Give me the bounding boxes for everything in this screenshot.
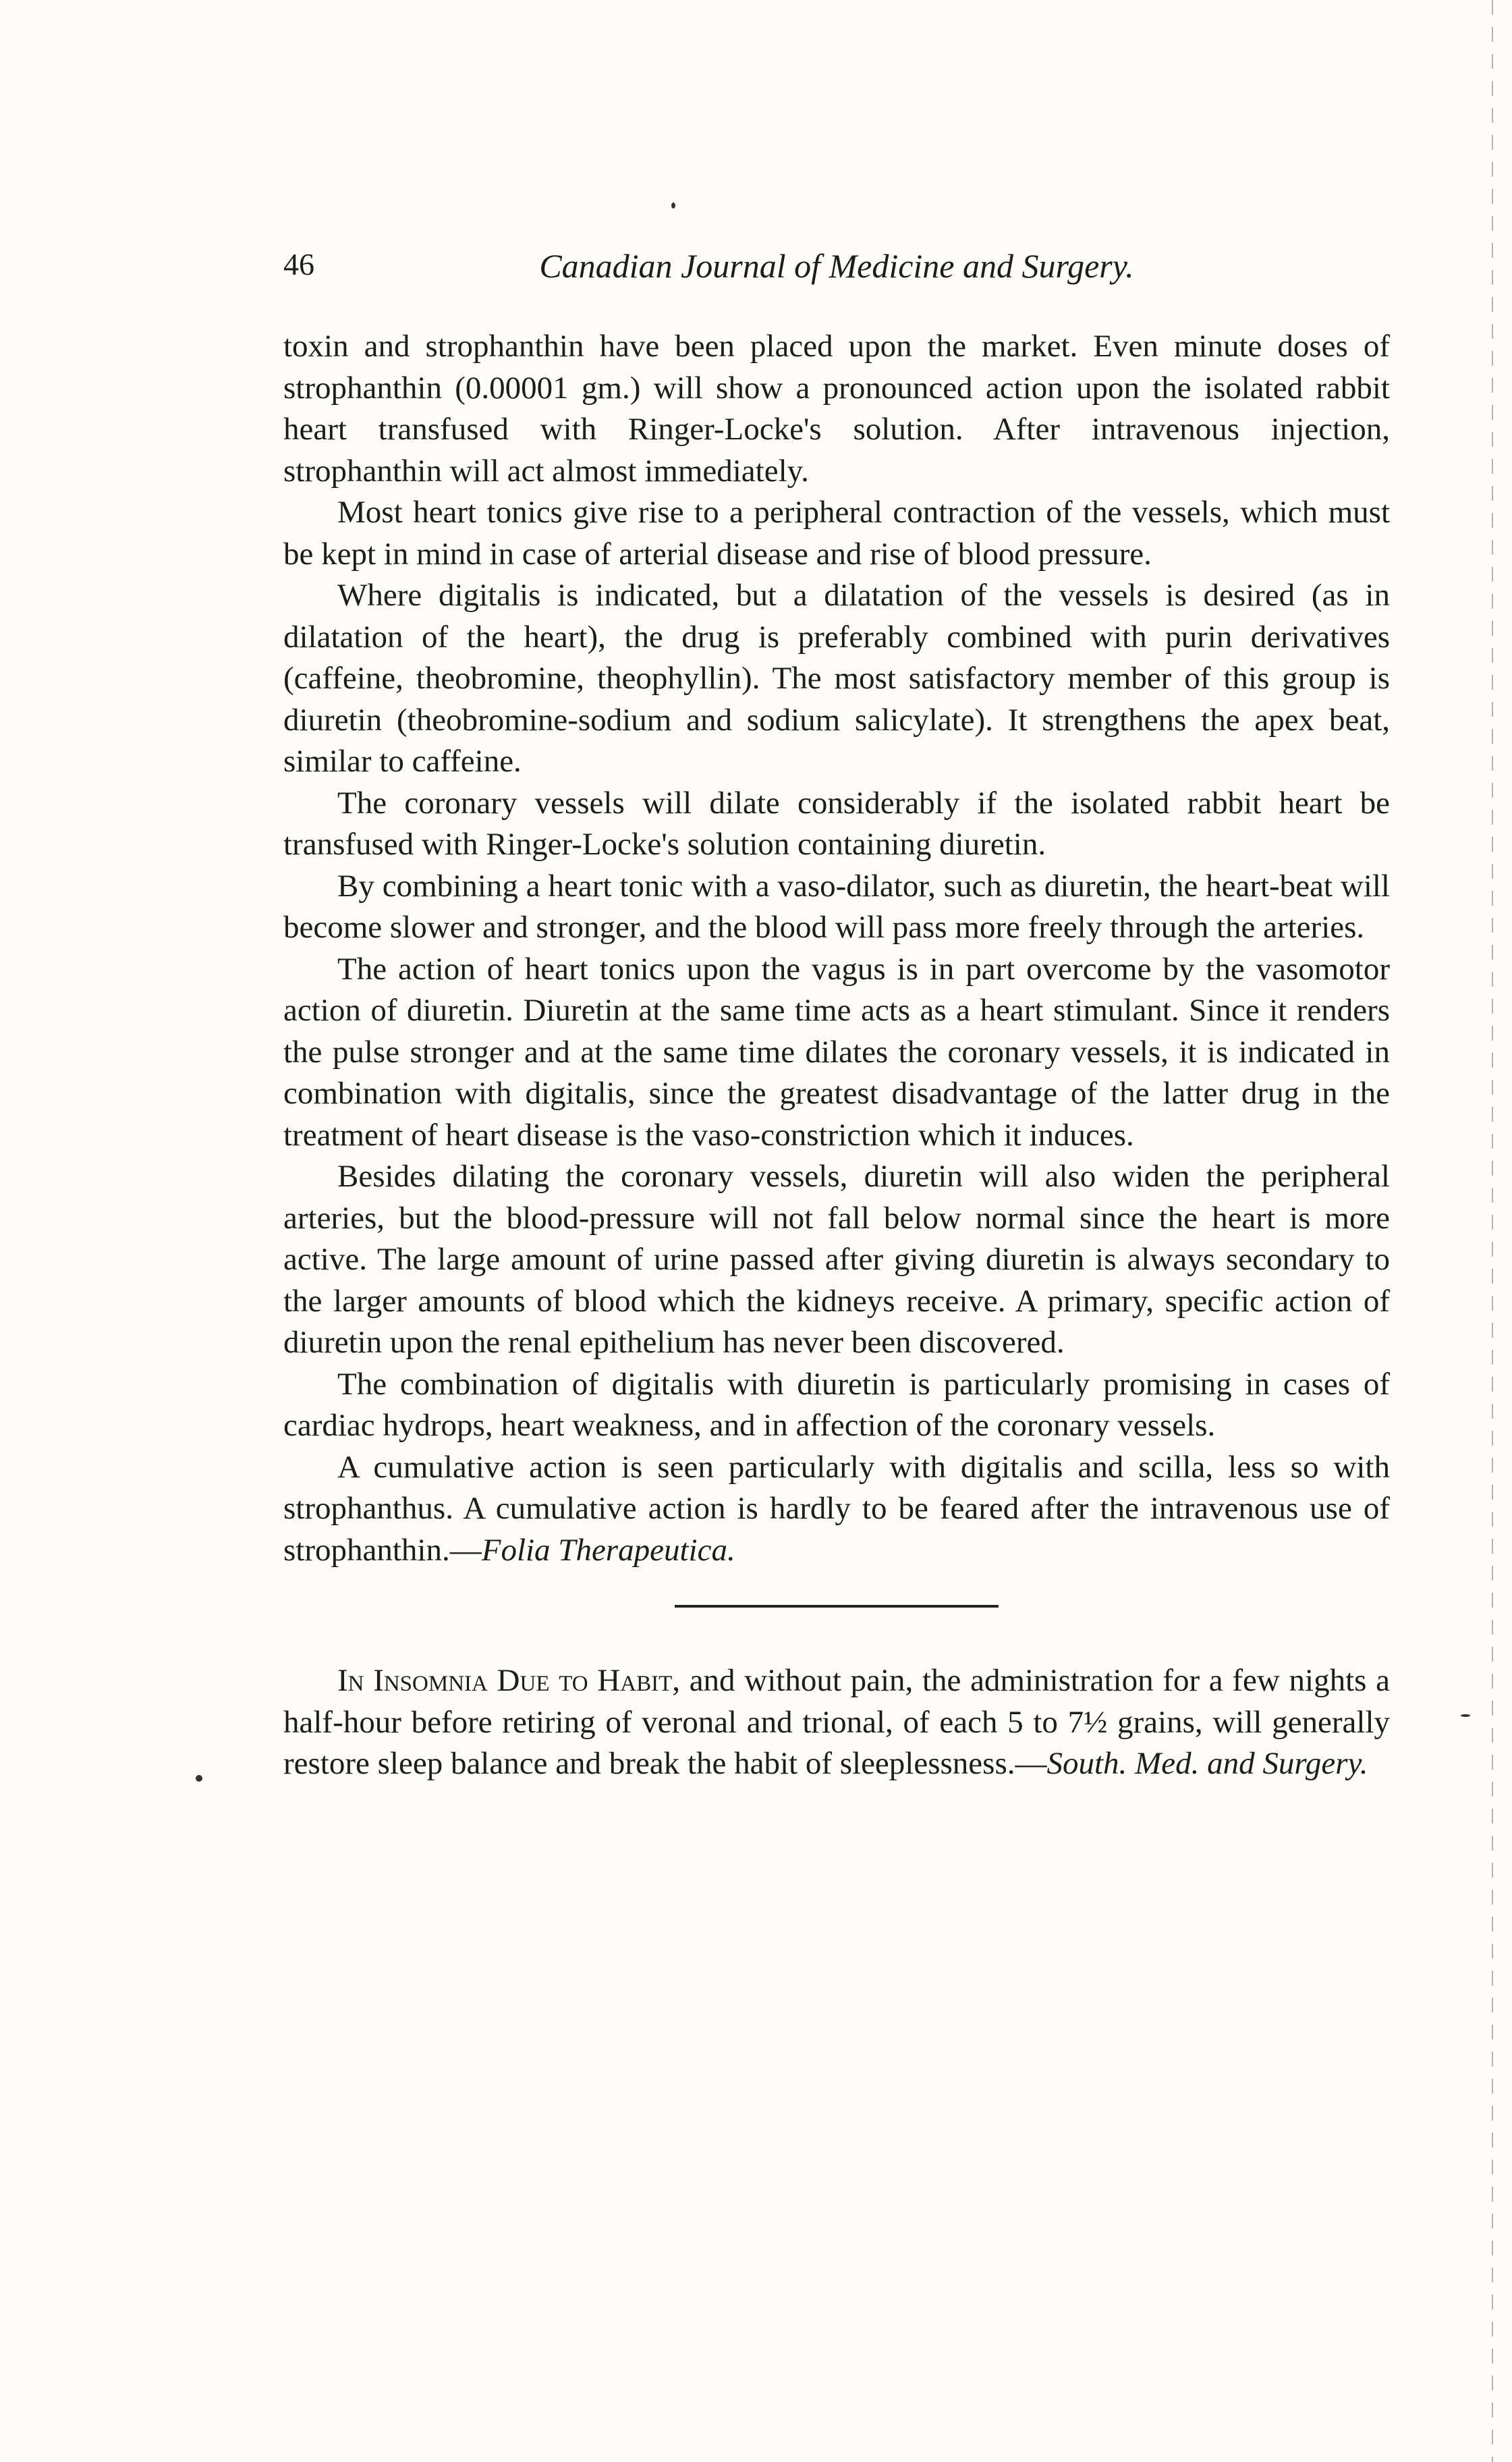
paragraph: By combining a heart tonic with a vaso-dilator, such as diuretin, the heart-beat will become slower and stronger, and the blood will pass more freely through the arteries. (283, 868, 1390, 945)
paragraph: toxin and strophanthin have been placed upon the market. Even minute doses of strophanthin (0.00001 gm.) will show a pronounced action upon the isolated rabbit heart transfused with Ringer-Locke's solution. After intravenous injection, strophanthin will act almost immediately. (283, 329, 1390, 489)
paragraph: Besides dilating the coronary vessels, diuretin will also widen the peripheral arteries, but the blood-pressure will not fall below normal since the heart is more active. The large amount of urine passed after giving diuretin is always secondary to the larger amounts of blood which the kidneys receive. A primary, specific action of diuretin upon the renal epithelium has never been discovered. (283, 1159, 1390, 1360)
print-speck (196, 1775, 202, 1782)
page-number: 46 (283, 247, 314, 281)
page-header (283, 246, 1390, 300)
paragraph: The combination of digitalis with diuretin is particularly promising in cases of cardiac hydrops, heart weakness, and in affection of the coronary vessels. (283, 1366, 1390, 1443)
source-citation: South. Med. and Surgery. (1046, 1746, 1368, 1781)
print-speck (671, 202, 675, 209)
source-citation: Folia Therapeutica. (481, 1532, 735, 1568)
page-content (283, 246, 1390, 1785)
article-body (283, 326, 1390, 1571)
paragraph: The coronary vessels will dilate considerably if the isolated rabbit heart be transfused with Ringer-Locke's solution containing diuretin. (283, 785, 1390, 862)
insomnia-paragraph (283, 1660, 1390, 1785)
paragraph-text: A cumulative action is seen particularly with digitalis and scilla, less so with strophanthus. A cumulative action is hardly to be feared after the intravenous use of strophanthin.— (283, 1449, 1390, 1568)
print-speck (1461, 1714, 1470, 1717)
paragraph: Most heart tonics give rise to a peripheral contraction of the vessels, which must be kept in mind in case of arterial disease and rise of blood pressure. (283, 495, 1390, 572)
page-edge-border (1492, 0, 1493, 2462)
section-divider (675, 1605, 999, 1608)
running-title: Canadian Journal of Medicine and Surgery. (539, 247, 1134, 285)
item-text: and without pain, the administration for a few nights a half-hour before retiring of veronal and trional, of each 5 to 7½ grains, will generally restore sleep balance and break the habit of sleeplessness.— (283, 1663, 1391, 1781)
item-lead: In Insomnia Due to Habit, (337, 1663, 680, 1698)
paragraph: Where digitalis is indicated, but a dilatation of the vessels is desired (as in dilatation of the heart), the drug is preferably combined with purin derivatives (caffeine, theobromine, theophyllin). The most satisfactory member of this group is diuretin (theobromine-sodium and sodium salicylate). It strengthens the apex beat, similar to caffeine. (283, 578, 1390, 779)
paragraph-last (283, 1447, 1390, 1572)
paragraph: The action of heart tonics upon the vagus is in part overcome by the vasomotor action of diuretin. Diuretin at the same time acts as a heart stimulant. Since it renders the pulse stronger and at the same time dilates the coronary vessels, it is indicated in combination with digitalis, since the greatest disadvantage of the latter drug in the treatment of heart disease is the vaso-constriction which it induces. (283, 951, 1390, 1153)
